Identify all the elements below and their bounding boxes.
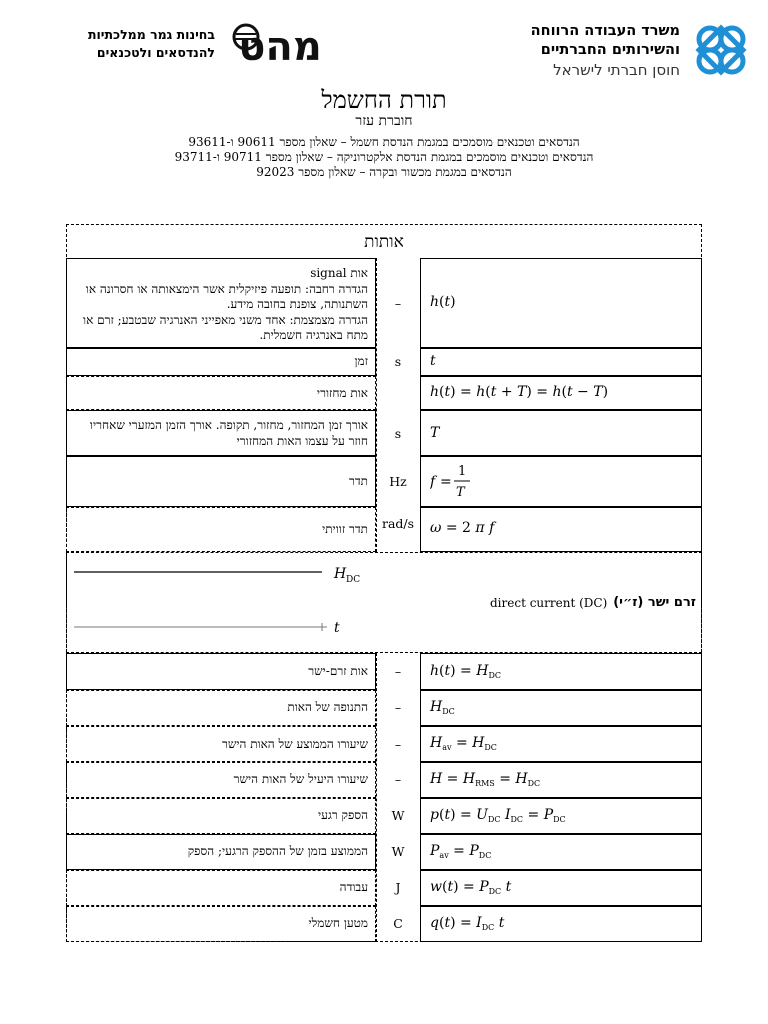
ministry-name <box>520 22 680 81</box>
dc-title-hebrew: זרם ישר (ז״י) <box>613 595 696 610</box>
row-unit: s <box>394 354 402 369</box>
formula-periodic: h(t) = h(t + T) = h(t − T) <box>430 384 609 400</box>
formula-cell <box>420 410 702 456</box>
formula-dc-power: $p(t) = U_{DC}$ $I_{DC} = P_{DC}$ <box>430 807 566 824</box>
section-title: אותות <box>364 232 404 252</box>
mahat-logo-icon <box>226 22 334 66</box>
row-unit: Hz <box>389 474 407 489</box>
row-desc: הממוצע בזמן של ההספק הרגעי; הספק <box>187 844 368 858</box>
svg-text:מהט: מהט <box>238 24 322 66</box>
row-desc: תדר <box>349 474 368 488</box>
row-desc: אות מחזורי <box>316 386 368 400</box>
row-unit: s <box>394 426 402 441</box>
formula-dc-average: $H_{av} = H_{DC}$ <box>430 735 497 752</box>
row-desc: מטען חשמלי <box>308 916 368 930</box>
svg-text:T: T <box>456 485 465 500</box>
svg-text:1: 1 <box>458 464 467 479</box>
svg-text:DC: DC <box>346 575 361 585</box>
ministry-name-line1: משרד העבודה הרווחה <box>530 23 680 39</box>
formula-cell <box>420 348 702 376</box>
row-desc: זמן <box>354 354 368 368</box>
formula-cell <box>420 690 702 726</box>
dc-title-english: direct current (DC) <box>490 596 608 610</box>
document-title: תורת החשמל <box>321 86 447 114</box>
row-desc: שיעורו היעיל של האות הישר <box>233 772 368 786</box>
formula-signal: h(t) <box>430 294 456 310</box>
row-unit: – <box>394 737 402 752</box>
row-desc: שיעורו הממוצע של האות הישר <box>221 737 368 751</box>
row-desc: אות זרם-ישר <box>308 664 368 678</box>
row-unit: W <box>391 844 405 859</box>
row-desc: תדר זוויתי <box>322 522 368 536</box>
ministry-logo-icon <box>693 22 749 78</box>
row-desc: אות signal הגדרה רחבה: תופעה פיזיקלית אשר הימצאותה או חסרונה או השתנותה, צופנת בחובה מידע. הגדרה מצמצמת: אחד משני מאפייני האנרגיה שבטבע; זרם או מתח באנרגיה חשמלית. <box>83 266 368 342</box>
row-unit: J <box>395 880 401 895</box>
document-line-3: הנדסאים במגמת מכשור ובקרה – שאלון מספר 92023 <box>256 165 512 179</box>
formula-frequency <box>430 461 490 503</box>
formula-angular: ω = 2 π f <box>430 520 495 536</box>
svg-text:t: t <box>334 620 340 636</box>
svg-text:f: f <box>430 474 436 490</box>
formula-dc-rms: $H = H_{RMS} = H_{DC}$ <box>430 771 541 788</box>
row-unit: – <box>394 772 402 787</box>
exam-body-line2: להנדסאים ולטכנאים <box>96 45 215 60</box>
row-desc: התנופה של האות <box>287 700 368 714</box>
row-unit: – <box>394 664 402 679</box>
formula-period: T <box>430 425 440 441</box>
svg-text:H: H <box>334 566 347 582</box>
document-line-1: הנדסאים וטכנאים מוסמכים במגמת הנדסת חשמל – שאלון מספר 90611 ו-93611 <box>188 135 580 149</box>
formula-cell <box>420 258 702 348</box>
ministry-name-line3: חוסן חברתי לישראל <box>553 61 680 79</box>
row-unit: – <box>394 296 402 311</box>
unit-column-left-border <box>376 258 377 552</box>
row-desc: הספק רגעי <box>317 808 368 822</box>
row-unit: C <box>393 916 403 931</box>
formula-dc-avg-power: $P_{av} = P_{DC}$ <box>430 843 492 860</box>
formula-time: t <box>430 353 436 369</box>
dc-graph <box>72 560 362 642</box>
row-unit: W <box>391 808 405 823</box>
row-unit: rad/s <box>381 516 415 531</box>
formula-dc-signal: $h(t) = H_{DC}$ <box>430 663 501 680</box>
row-desc: אורך זמן המחזור, מחזור, תקופה. אורך הזמן המזערי שאחריו חוזר על עצמו האות המחזורי <box>89 418 368 448</box>
unit-column-left-border <box>376 653 377 942</box>
row-desc: עבודה <box>339 880 368 894</box>
document-subtitle: חוברת עזר <box>355 113 413 129</box>
document-line-2: הנדסאים וטכנאים מוסמכים במגמת הנדסת אלקטרוניקה – שאלון מספר 90711 ו-93711 <box>174 150 594 164</box>
row-unit: – <box>394 700 402 715</box>
formula-dc-amplitude: $H_{DC}$ <box>430 699 455 716</box>
ministry-name-line2: והשירותים החברתיים <box>540 42 680 58</box>
formula-dc-work: $w(t) = P_{DC}$ t <box>430 879 512 896</box>
exam-body-name <box>60 26 215 62</box>
svg-text:=: = <box>440 474 452 490</box>
exam-body-line1: בחינות גמר ממלכתיות <box>87 27 215 42</box>
formula-dc-charge: $q(t) = I_{DC}$ t <box>430 915 505 932</box>
